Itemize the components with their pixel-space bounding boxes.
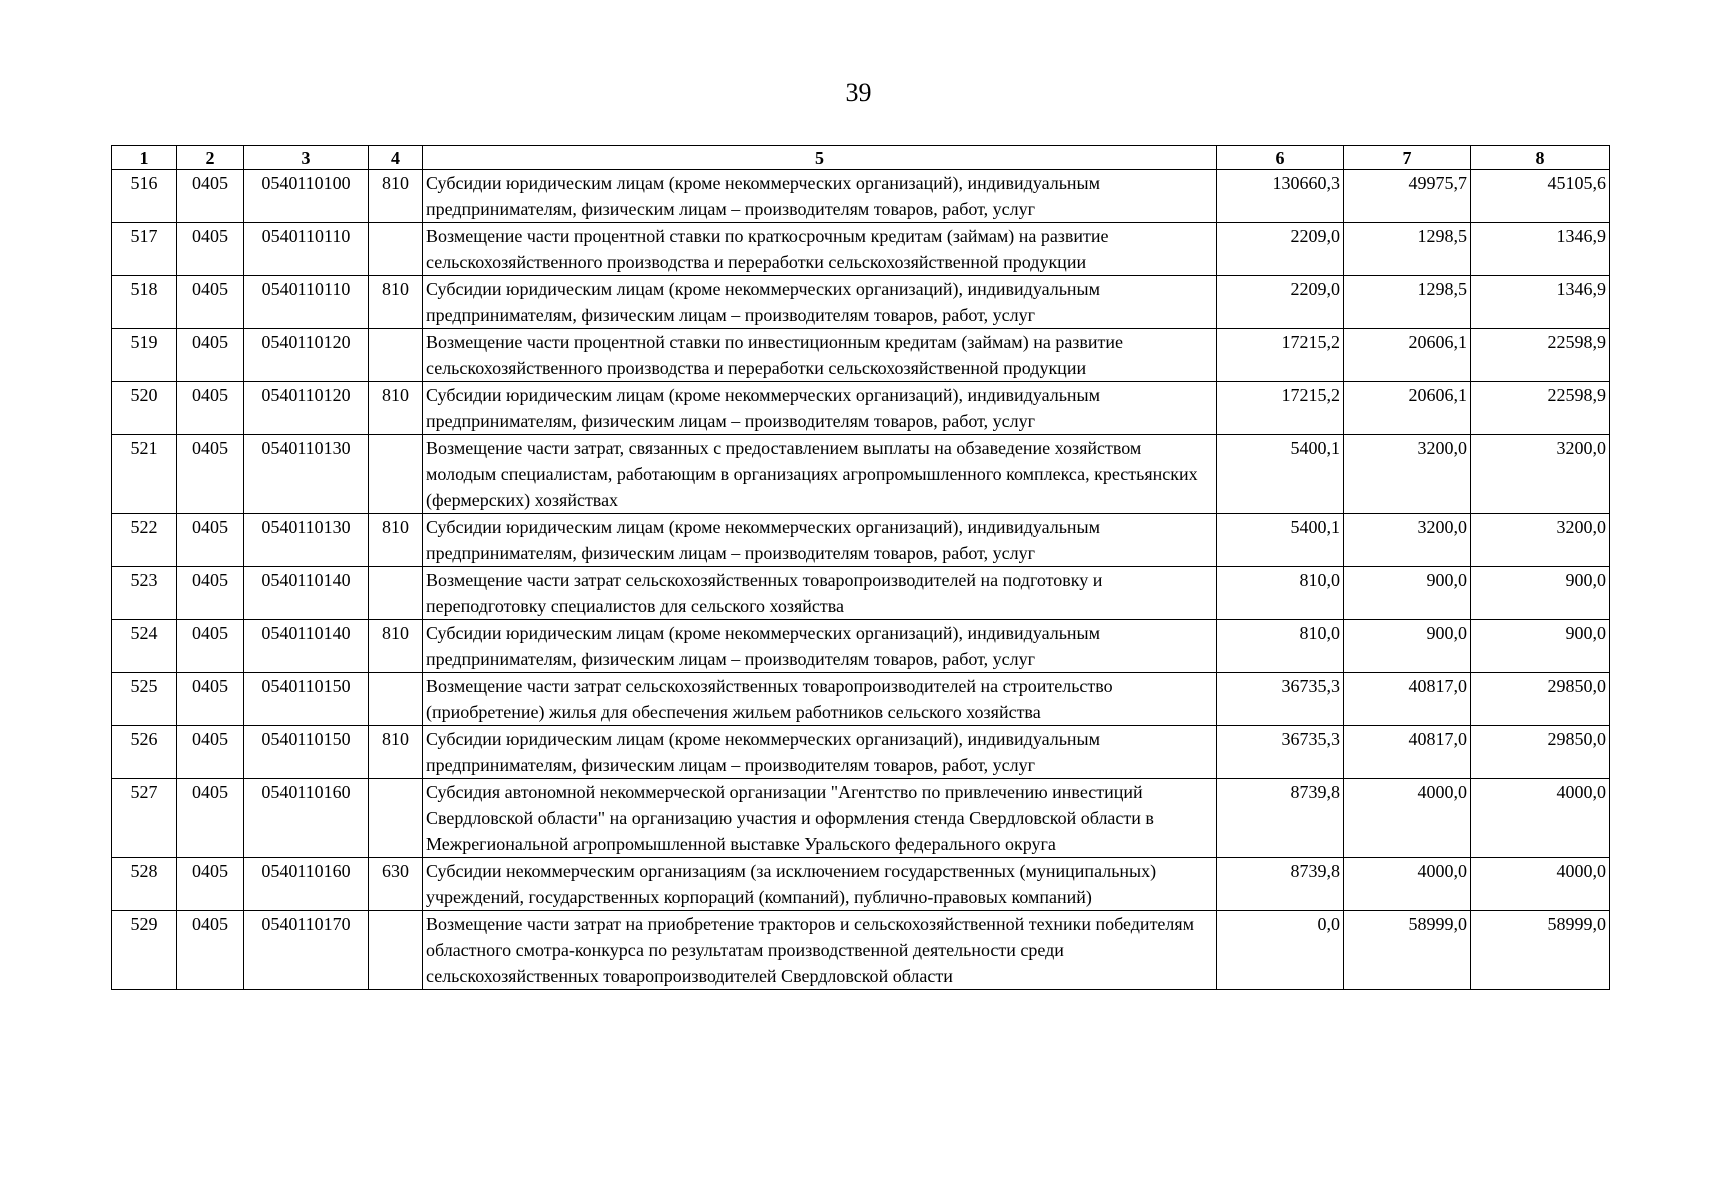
amount-col-6: 36735,3 [1217,673,1344,726]
amount-col-8: 4000,0 [1471,779,1610,858]
row-number: 523 [112,567,177,620]
page-number: 39 [845,78,872,107]
target-article-code: 0540110130 [244,435,369,514]
section-code: 0405 [177,567,244,620]
expense-type-code [369,329,423,382]
amount-col-8: 900,0 [1471,567,1610,620]
expense-type-code [369,567,423,620]
row-description: Возмещение части процентной ставки по инвестиционным кредитам (займам) на развитие сельскохозяйственного производства и переработки сельскохозяйственной продукции [423,329,1217,382]
column-header: 4 [369,146,423,170]
amount-col-8: 22598,9 [1471,329,1610,382]
column-header: 3 [244,146,369,170]
row-number: 527 [112,779,177,858]
amount-col-6: 130660,3 [1217,170,1344,223]
amount-col-6: 2209,0 [1217,276,1344,329]
table-row [112,779,1610,858]
expense-type-code [369,779,423,858]
row-number: 525 [112,673,177,726]
amount-col-7: 49975,7 [1344,170,1471,223]
target-article-code: 0540110120 [244,382,369,435]
row-number: 518 [112,276,177,329]
amount-col-8: 4000,0 [1471,858,1610,911]
section-code: 0405 [177,779,244,858]
row-number: 520 [112,382,177,435]
section-code: 0405 [177,223,244,276]
section-code: 0405 [177,514,244,567]
row-description: Субсидии юридическим лицам (кроме некоммерческих организаций), индивидуальным предпринимателям, физическим лицам – производителям товаров, работ, услуг [423,382,1217,435]
row-number: 528 [112,858,177,911]
amount-col-8: 45105,6 [1471,170,1610,223]
section-code: 0405 [177,170,244,223]
expense-type-code: 810 [369,620,423,673]
row-description: Возмещение части затрат на приобретение тракторов и сельскохозяйственной техники победителям областного смотра-конкурса по результатам производственной деятельности среди сельскохозяйственных товаропроизводителей Свердловской области [423,911,1217,990]
amount-col-6: 810,0 [1217,567,1344,620]
header-row [112,146,1610,170]
expense-type-code: 810 [369,726,423,779]
amount-col-7: 1298,5 [1344,276,1471,329]
amount-col-8: 900,0 [1471,620,1610,673]
amount-col-6: 810,0 [1217,620,1344,673]
target-article-code: 0540110120 [244,329,369,382]
table-row [112,567,1610,620]
row-description: Возмещение части затрат сельскохозяйственных товаропроизводителей на подготовку и переподготовку специалистов для сельского хозяйства [423,567,1217,620]
amount-col-6: 17215,2 [1217,382,1344,435]
amount-col-6: 8739,8 [1217,779,1344,858]
section-code: 0405 [177,858,244,911]
table-row [112,911,1610,990]
section-code: 0405 [177,726,244,779]
table-row [112,514,1610,567]
row-number: 529 [112,911,177,990]
amount-col-7: 4000,0 [1344,779,1471,858]
target-article-code: 0540110170 [244,911,369,990]
expense-type-code [369,435,423,514]
table-row [112,329,1610,382]
expense-type-code [369,673,423,726]
amount-col-7: 20606,1 [1344,382,1471,435]
target-article-code: 0540110140 [244,620,369,673]
row-description: Субсидии юридическим лицам (кроме некоммерческих организаций), индивидуальным предпринимателям, физическим лицам – производителям товаров, работ, услуг [423,276,1217,329]
section-code: 0405 [177,329,244,382]
target-article-code: 0540110150 [244,726,369,779]
target-article-code: 0540110150 [244,673,369,726]
target-article-code: 0540110140 [244,567,369,620]
amount-col-8: 29850,0 [1471,673,1610,726]
amount-col-6: 17215,2 [1217,329,1344,382]
table-row [112,858,1610,911]
amount-col-6: 8739,8 [1217,858,1344,911]
column-header: 1 [112,146,177,170]
table-row [112,276,1610,329]
expense-type-code: 810 [369,382,423,435]
amount-col-6: 36735,3 [1217,726,1344,779]
table-body [112,170,1610,990]
section-code: 0405 [177,620,244,673]
amount-col-8: 3200,0 [1471,514,1610,567]
amount-col-6: 5400,1 [1217,514,1344,567]
column-header: 8 [1471,146,1610,170]
target-article-code: 0540110130 [244,514,369,567]
amount-col-7: 3200,0 [1344,435,1471,514]
section-code: 0405 [177,435,244,514]
section-code: 0405 [177,276,244,329]
expense-type-code [369,223,423,276]
amount-col-7: 3200,0 [1344,514,1471,567]
table-row [112,435,1610,514]
expense-type-code: 630 [369,858,423,911]
amount-col-7: 20606,1 [1344,329,1471,382]
target-article-code: 0540110160 [244,858,369,911]
row-description: Субсидии юридическим лицам (кроме некоммерческих организаций), индивидуальным предпринимателям, физическим лицам – производителям товаров, работ, услуг [423,620,1217,673]
row-number: 526 [112,726,177,779]
amount-col-6: 2209,0 [1217,223,1344,276]
amount-col-7: 40817,0 [1344,726,1471,779]
amount-col-8: 22598,9 [1471,382,1610,435]
column-header: 2 [177,146,244,170]
expense-type-code [369,911,423,990]
expense-type-code: 810 [369,170,423,223]
section-code: 0405 [177,673,244,726]
row-number: 519 [112,329,177,382]
row-description: Субсидии юридическим лицам (кроме некоммерческих организаций), индивидуальным предпринимателям, физическим лицам – производителям товаров, работ, услуг [423,170,1217,223]
row-description: Субсидии некоммерческим организациям (за исключением государственных (муниципальных) учреждений, государственных корпораций (компаний), публично-правовых компаний) [423,858,1217,911]
amount-col-7: 900,0 [1344,620,1471,673]
table-row [112,170,1610,223]
row-number: 524 [112,620,177,673]
table-row [112,673,1610,726]
table-row [112,382,1610,435]
row-number: 517 [112,223,177,276]
column-header: 5 [423,146,1217,170]
table-row [112,223,1610,276]
target-article-code: 0540110110 [244,223,369,276]
row-description: Субсидии юридическим лицам (кроме некоммерческих организаций), индивидуальным предпринимателям, физическим лицам – производителям товаров, работ, услуг [423,726,1217,779]
amount-col-8: 1346,9 [1471,223,1610,276]
row-description: Возмещение части затрат сельскохозяйственных товаропроизводителей на строительство (приобретение) жилья для обеспечения жильем работников сельского хозяйства [423,673,1217,726]
amount-col-7: 900,0 [1344,567,1471,620]
column-header: 7 [1344,146,1471,170]
row-description: Возмещение части затрат, связанных с предоставлением выплаты на обзаведение хозяйством молодым специалистам, работающим в организациях агропромышленного комплекса, крестьянских (фермерских) хозяйствах [423,435,1217,514]
amount-col-6: 5400,1 [1217,435,1344,514]
amount-col-7: 58999,0 [1344,911,1471,990]
row-description: Возмещение части процентной ставки по краткосрочным кредитам (займам) на развитие сельскохозяйственного производства и переработки сельскохозяйственной продукции [423,223,1217,276]
amount-col-7: 1298,5 [1344,223,1471,276]
target-article-code: 0540110160 [244,779,369,858]
row-number: 516 [112,170,177,223]
section-code: 0405 [177,382,244,435]
table-row [112,620,1610,673]
expense-type-code: 810 [369,514,423,567]
amount-col-8: 3200,0 [1471,435,1610,514]
amount-col-8: 29850,0 [1471,726,1610,779]
row-number: 521 [112,435,177,514]
budget-table [111,145,1610,990]
section-code: 0405 [177,911,244,990]
expense-type-code: 810 [369,276,423,329]
amount-col-8: 1346,9 [1471,276,1610,329]
target-article-code: 0540110100 [244,170,369,223]
row-description: Субсидия автономной некоммерческой организации "Агентство по привлечению инвестиций Свердловской области" на организацию участия и оформления стенда Свердловской области в Межрегиональной агропромышленной выставке Уральского федерального округа [423,779,1217,858]
amount-col-8: 58999,0 [1471,911,1610,990]
amount-col-7: 40817,0 [1344,673,1471,726]
column-header: 6 [1217,146,1344,170]
target-article-code: 0540110110 [244,276,369,329]
table-row [112,726,1610,779]
amount-col-7: 4000,0 [1344,858,1471,911]
row-description: Субсидии юридическим лицам (кроме некоммерческих организаций), индивидуальным предпринимателям, физическим лицам – производителям товаров, работ, услуг [423,514,1217,567]
row-number: 522 [112,514,177,567]
amount-col-6: 0,0 [1217,911,1344,990]
